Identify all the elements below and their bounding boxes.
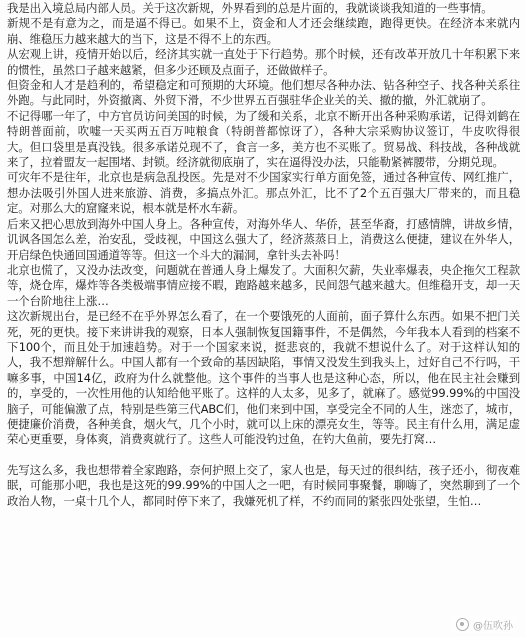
- paragraph-9: 这次新规出台，是已经不在乎外界怎么看了，在一个要饿死的人面前，面子算什么东西。如果不把门关死，死的更快。接下来讲讲我的观察，日本人强制恢复国籍事件，不是偶然，今年我本人看到的档案不下100个，而且处于加速趋势。对于一个国家来说，挺悲哀的，我就不想说什么了。对于这样认知的人，我不想辩解什么。中国人都有一个致命的基因缺陷，事情又没发生到我头上，过好自己不行吗，干嘛多事，中国14亿，政府为什么就整他。这个事件的当事人也是这种心态，所以，他在民主社会赚到的，享受的，一次性用他的认知给他平账了。这样的人太多，见多了，就麻了。感觉99.99%的中国没脑子，可能偏激了点，特别是些第三代ABC们，他们来到中国，享受完全不同的人生，迷恋了，城市，便捷廉价消费，各种美食，烟火气，几个小时，就可以上床的漂亮女生，等等。民主有什么用，满足虚荣心更重要，身体爽，消费爽就行了。这些人可能没钓过鱼，在钓大鱼前，要先打窝…: [7, 309, 520, 447]
- paragraph-11: 先写这么多，我也想带着全家跑路，奈何护照上交了，家人也是，每天过的很纠结，孩子还小，彻夜难眠，可能那小吧，我也是这死的99.99%的中国人之一吧，有时候同事聚餐，聊嗨了，突然聊到了一个政治人物，一桌十几个人，都同时停下来了，我嫌死机了样，不约而同的紧张四处张望，生怕…: [7, 462, 520, 508]
- weibo-watermark-icon: [456, 618, 469, 631]
- watermark-text: @伍吹孙: [473, 621, 513, 632]
- paragraph-8: 北京也慌了，又没办法改变，问题就在普通人身上爆发了。大面积欠薪，失业率爆表，央企拖欠工程款等，烧仓库，爆炸等各类极端事情应接不暇，跑路越来越多，民间怨气越来越大。但维稳开支，却一天一个台阶地往上涨…: [7, 262, 520, 308]
- paragraph-7: 后来又把心思放到海外中国人身上。各种宣传，对海外华人、华侨，甚至华裔，打感情牌，讲故乡情，讥讽各国怎么差，治安乱，受歧视，中国这么强大了，经济蒸蒸日上，消费这么便捷，建议在外华人，开启绿色快通回国通道等等。但这一个斗大的漏洞，拿针头去补吗！: [7, 216, 520, 262]
- paragraph-1: 我是出入境总局内部人员。关于这次新规，外界看到的总是片面的，我就谈谈我知道的一些事情。: [7, 1, 493, 15]
- watermark: [453, 616, 516, 633]
- paragraph-5: 不记得哪一年了，中方官员访问美国的时候，为了缓和关系，北京不断开出各种采购承诺，记得刘鹤在特朗普面前，吹嘘一天买两五百万吨粮食（特朗普都惊讶了），各种大宗采购协议签订，牛皮吹得很大。但口袋里是真没钱。很多承诺兑现不了，食言一多，美方也不买账了。贸易战、科技战，各种战就来了，拉着盟友一起围堵、封锁。经济就彻底崩了，实在逼得没办法，只能勒紧裤腰带，分期兑现。: [7, 108, 520, 170]
- paragraph-2: 新规不是有意为之，而是逼不得已。如果不上，资金和人才还会继续跑，跑得更快。在经济本来就内崩、维稳压力越来越大的当下，这是不得不上的东西。: [7, 16, 520, 46]
- paragraph-6: 可灾年不是往年，北京也是病急乱投医。先是对不少国家实行单方面免签，通过各种宣传、网红推广，想办法吸引外国人进来旅游、消费，多搞点外汇。那点外汇，比不了2个五百强大厂带来的，而且稳定。对那么大的窟窿来说，根本就是杯水车薪。: [7, 170, 520, 216]
- paragraph-3: 从宏观上讲，疫情开始以后，经济其实就一直处于下行趋势。那个时候，还有改革开放几十年积累下来的惯性，虽然口子越来越紧，但多少还顾及点面子，还做做样子。: [7, 47, 520, 77]
- paragraph-4: 但资金和人才是趋利的，希望稳定和可预期的大环境。他们想尽各种办法、钻各种空子、找各种关系往外跑。与此同时，外资撤离、外贸下滑，不少世界五百强驻华企业关的关、撤的撤，外汇就崩了。: [7, 78, 520, 108]
- paragraph-spacer: [7, 448, 520, 463]
